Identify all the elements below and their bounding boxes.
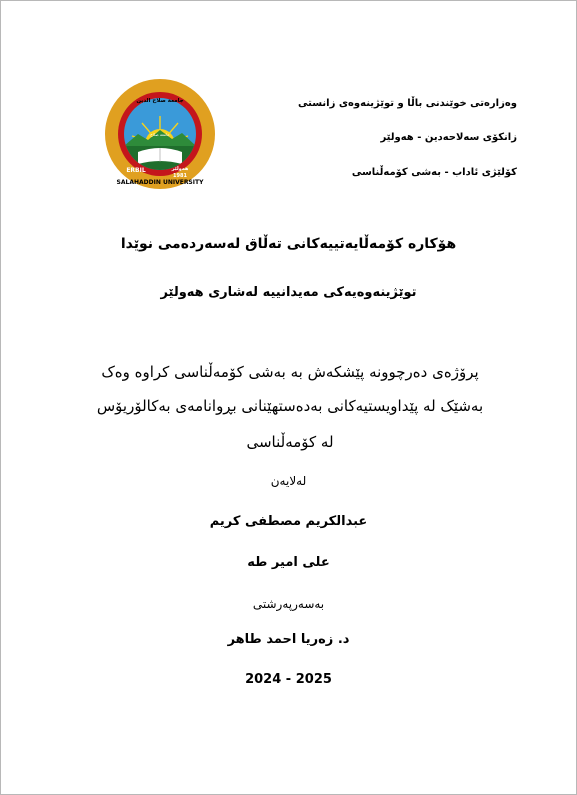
by-label: لەلایەن bbox=[270, 474, 307, 488]
ministry-name: وەزارەتی خوێندنی باڵا و توێژینەوەی زانستی bbox=[298, 98, 517, 109]
supervision-label: بەسەرپەرشتی bbox=[252, 597, 325, 611]
author-2: على امير طه bbox=[247, 555, 330, 570]
academic-year: 2024 - 2025 bbox=[245, 672, 332, 687]
description-line-1: پرۆژەی دەرچوونە پێشکەش بە بەشی کۆمەڵناسی کراوە وەک bbox=[101, 363, 479, 381]
research-subtitle: توێژینەوەیەکی مەیدانییە لەشاری هەولێر bbox=[160, 285, 417, 300]
logo-city: ERBIL bbox=[126, 167, 146, 174]
description-line-3: لە کۆمەڵناسی bbox=[246, 433, 334, 451]
logo-bottom-text: SALAHADDIN UNIVERSITY bbox=[116, 179, 204, 186]
university-name: زانکۆی سەلاحەدین - هەولێر bbox=[380, 132, 517, 143]
author-1: عبدالكريم مصطفى كريم bbox=[209, 514, 368, 529]
university-logo bbox=[104, 78, 216, 190]
logo-city-ar: هەولێر bbox=[171, 166, 189, 172]
supervisor-name: د. زەریا احمد طاهر bbox=[227, 632, 350, 647]
logo-top-text: جامعة صلاح الدين bbox=[136, 98, 184, 104]
logo-inner-text: جامعة صلاح bbox=[150, 132, 170, 137]
research-title: هۆکارە کۆمەڵایەتییەکانی تەڵاق لەسەردەمی نوێدا bbox=[120, 236, 457, 252]
description-line-2: بەشێک لە پێداویستیەکانی بەدەستهێنانی بڕوانامەی بەکالۆریۆس bbox=[96, 397, 484, 415]
logo-year: 1981 bbox=[173, 173, 187, 179]
college-name: کۆلێژی ئاداب - بەشی کۆمەڵناسی bbox=[351, 167, 517, 178]
